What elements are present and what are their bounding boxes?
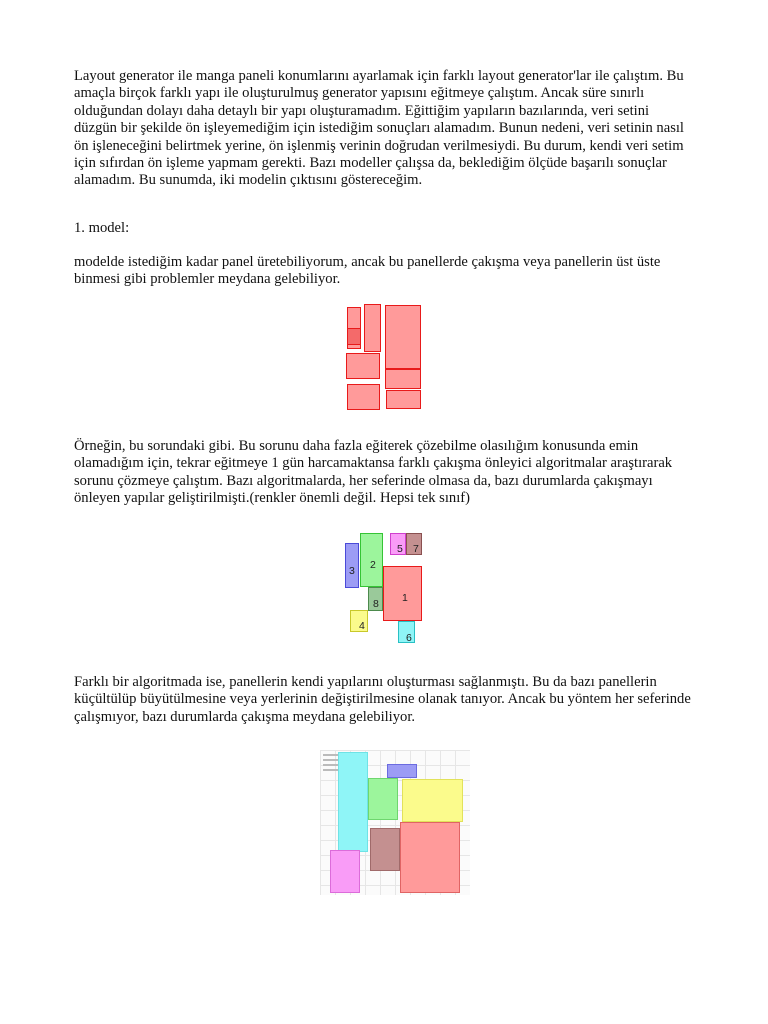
model-description: modelde istediğim kadar panel üretebiliyorum, ancak bu panellerde çakışma veya panellerin üst üste binmesi gibi problemler meydana gelebiliyor. xyxy=(74,254,661,288)
panel-box xyxy=(400,822,460,893)
panel-box xyxy=(385,369,421,389)
other-algorithm-paragraph: Farklı bir algoritmada ise, panellerin kendi yapılarını oluşturması sağlanmıştı. Bu da bazı panellerin küçültülüp büyütülmesine veya yerlerinin değiştirilmesine olanak tanıyor. Ancak bu yöntem her seferinde çalışmıyor, bazı durumlarda çakışma meydana gelebiliyor. xyxy=(74,674,691,725)
panel-box xyxy=(347,384,380,410)
panel-label: 1 xyxy=(402,592,408,604)
panel-label: 2 xyxy=(370,559,376,571)
panel-label: 4 xyxy=(359,620,365,632)
panel-label: 8 xyxy=(373,598,379,610)
panel-label: 3 xyxy=(349,565,355,577)
panel-box xyxy=(370,828,400,871)
panel-label: 5 xyxy=(397,543,403,555)
panel-label: 7 xyxy=(413,543,419,555)
panel-box xyxy=(330,850,360,893)
figure-overlapping-panels xyxy=(344,302,424,412)
panel-label: 6 xyxy=(406,632,412,644)
panel-box xyxy=(347,328,361,345)
panel-box xyxy=(402,779,463,822)
panel-box xyxy=(338,752,368,852)
panel-box xyxy=(385,305,421,369)
model-heading: 1. model: xyxy=(74,220,130,236)
panel-box xyxy=(368,778,398,820)
example-paragraph: Örneğin, bu sorundaki gibi. Bu sorunu daha fazla eğiterek çözebilme olasılığım konusunda emin olamadığım için, tekrar eğitmeye 1 gün harcamaktansa farklı çakışma önleyici algoritmalar araştırarak sorunu çözmeye çalıştım. Bazı algoritmalarda, her seferinde olmasa da, bazı durumlarda çakışmayı önleyen yapılar geliştirilmişti.(renkler önemli değil. Hepsi tek sınıf) xyxy=(74,438,673,507)
intro-paragraph: Layout generator ile manga paneli konumlarını ayarlamak için farklı layout generator'lar ile çalıştım. Bu amaçla birçok farklı yapı ile oluşturulmuş generator yapısını eğitmeye çalıştım. Ancak süre sınırlı olduğundan dolayı daha detaylı bir yapı oluşturamadım. Eğittiğim yapıların bazılarında, veri setini düzgün bir şekilde ön işleyemediğim için istediğim sonuçları alamadım. Bunun nedeni, veri setinin nasıl ön işleneceğini belirtmek yerine, ön işlenmiş verinin doğrudan verilmesiydi. Bu durum, kendi veri setim için sıfırdan ön işleme yapmam gerekti. Bazı modeller çalışsa da, beklediğim ölçüde başarılı sonuçlar alamadım. Bu sunumda, iki modelin çıktısını göstereceğim. xyxy=(74,68,684,189)
figure-numbered-panels xyxy=(340,530,430,645)
panel-box xyxy=(387,764,417,778)
panel-box xyxy=(364,304,381,352)
figure-grid-layout xyxy=(320,750,470,895)
panel-box xyxy=(346,353,380,379)
panel-box xyxy=(386,390,421,409)
